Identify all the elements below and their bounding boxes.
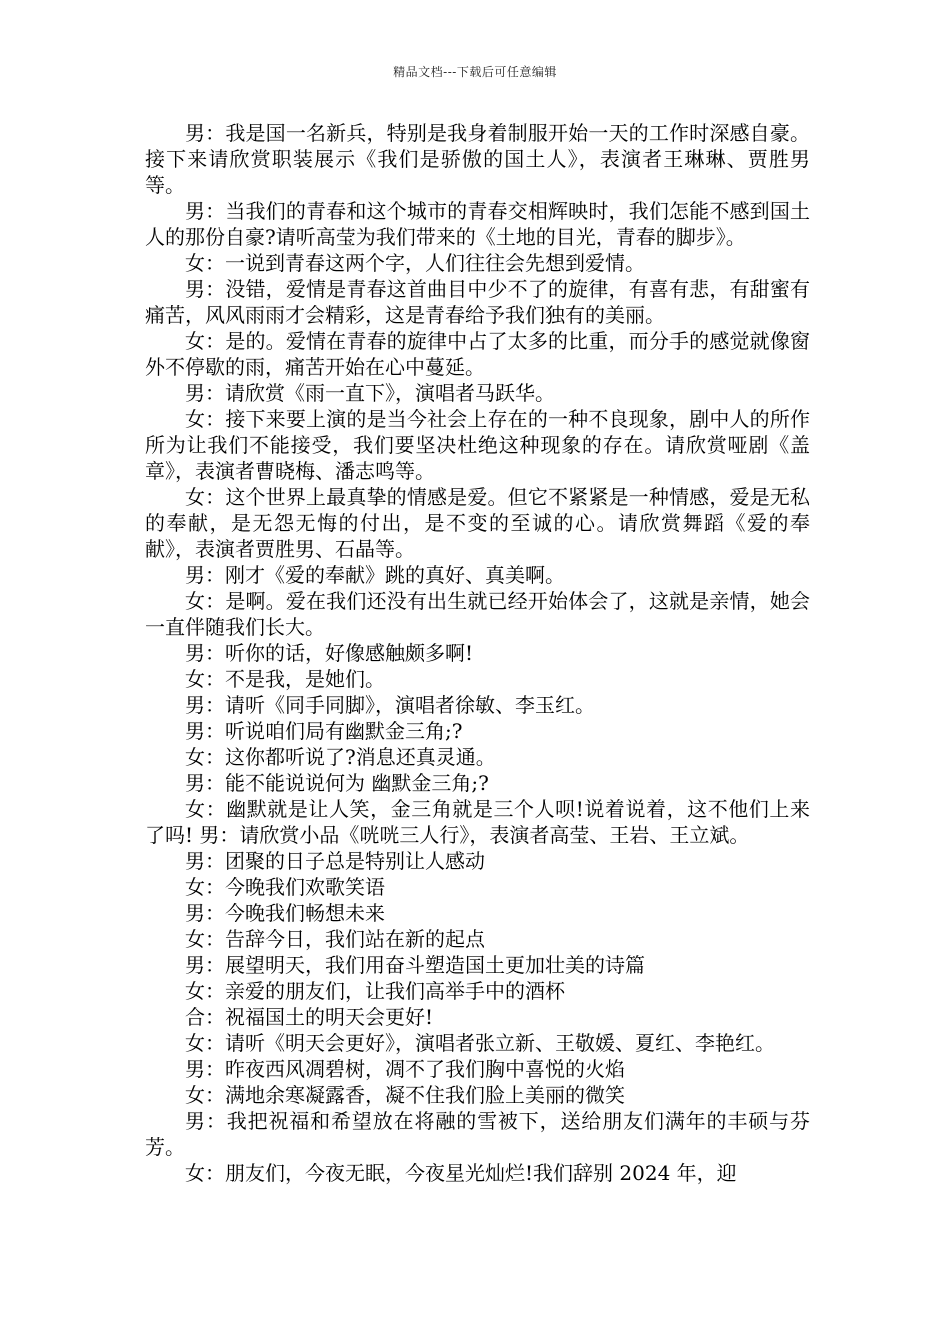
paragraph: 女：满地余寒凝露香，凝不住我们脸上美丽的微笑 (185, 1083, 625, 1107)
paragraph: 女：今晚我们欢歌笑语 (185, 875, 385, 899)
paragraph: 女：请听《明天会更好》，演唱者张立新、王敬媛、夏红、李艳红。 (185, 1031, 775, 1055)
paragraph: 男：请听《同手同脚》，演唱者徐敏、李玉红。 (185, 693, 595, 717)
paragraph: 男：展望明天，我们用奋斗塑造国土更加壮美的诗篇 (185, 953, 645, 977)
paragraph: 女：不是我，是她们。 (185, 667, 385, 691)
paragraph: 女：是的。爱情在青春的旋律中占了太多的比重，而分手的感觉就像窗外不停歇的雨，痛苦开始在心中蔓延。 (145, 329, 810, 379)
paragraph: 女：告辞今日，我们站在新的起点 (185, 927, 485, 951)
paragraph: 女：一说到青春这两个字，人们往往会先想到爱情。 (185, 251, 645, 275)
paragraph: 男：我把祝福和希望放在将融的雪被下，送给朋友们满年的丰硕与芬芳。 (145, 1109, 810, 1159)
paragraph: 女：幽默就是让人笑，金三角就是三个人呗!说着说着，这不他们上来了吗! 男：请欣赏小品《咣咣三人行》，表演者高莹、王岩、王立斌。 (145, 797, 810, 847)
paragraph: 男：听说咱们局有幽默金三角;? (185, 719, 463, 743)
document-body (145, 120, 810, 1186)
paragraph: 男：请欣赏《雨一直下》，演唱者马跃华。 (185, 381, 555, 405)
paragraph: 男：能不能说说何为 幽默金三角;? (185, 771, 489, 795)
paragraph: 男：听你的话，好像感触颇多啊! (185, 641, 474, 665)
paragraph: 女：接下来要上演的是当今社会上存在的一种不良现象，剧中人的所作所为让我们不能接受，我们要坚决杜绝这种现象的存在。请欣赏哑剧《盖章》，表演者曹晓梅、潘志鸣等。 (145, 407, 810, 483)
paragraph: 男：刚才《爱的奉献》跳的真好、真美啊。 (185, 563, 565, 587)
paragraph: 男：我是国一名新兵，特别是我身着制服开始一天的工作时深感自豪。接下来请欣赏职装展示《我们是骄傲的国土人》，表演者王琳琳、贾胜男等。 (145, 121, 810, 197)
paragraph: 女：这你都听说了?消息还真灵通。 (185, 745, 496, 769)
paragraph: 男：今晚我们畅想未来 (185, 901, 385, 925)
page-header: 精品文档---下载后可任意编辑 (393, 65, 557, 79)
paragraph: 女：这个世界上最真挚的情感是爱。但它不紧紧是一种情感，爱是无私的奉献，是无怨无悔的付出，是不变的至诚的心。请欣赏舞蹈《爱的奉献》，表演者贾胜男、石晶等。 (145, 485, 810, 561)
paragraph: 男：昨夜西风凋碧树，凋不了我们胸中喜悦的火焰 (185, 1057, 625, 1081)
paragraph: 女：是啊。爱在我们还没有出生就已经开始体会了，这就是亲情，她会一直伴随我们长大。 (145, 589, 810, 639)
paragraph: 女：亲爱的朋友们，让我们高举手中的酒杯 (185, 979, 565, 1003)
paragraph: 女：朋友们，今夜无眠，今夜星光灿烂!我们辞别 2024 年，迎 (185, 1161, 737, 1185)
paragraph: 男：当我们的青春和这个城市的青春交相辉映时，我们怎能不感到国土人的那份自豪?请听高莹为我们带来的《土地的目光，青春的脚步》。 (145, 199, 810, 249)
paragraph: 男：团聚的日子总是特别让人感动 (185, 849, 485, 873)
paragraph: 男：没错，爱情是青春这首曲目中少不了的旋律，有喜有悲，有甜蜜有痛苦，风风雨雨才会精彩，这是青春给予我们独有的美丽。 (145, 277, 810, 327)
paragraph: 合：祝福国土的明天会更好! (185, 1005, 434, 1029)
